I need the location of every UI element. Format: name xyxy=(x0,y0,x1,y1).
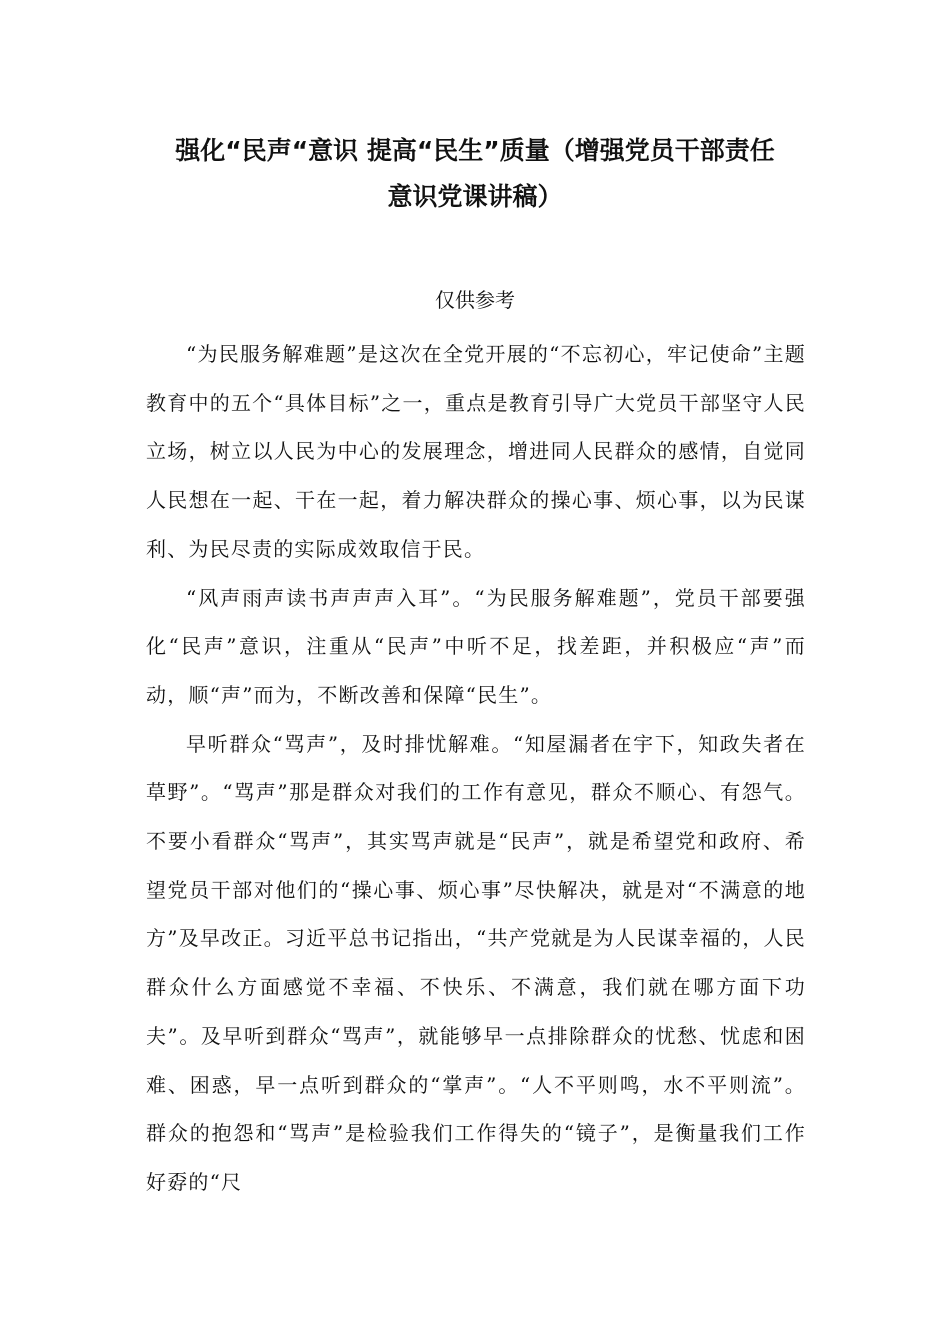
paragraph-1: “为民服务解难题”是这次在全党开展的“不忘初心，牢记使命”主题教育中的五个“具体目标”之一，重点是教育引导广大党员干部坚守人民立场，树立以人民为中心的发展理念，增进同人民群众的感情，自觉同人民想在一起、干在一起，着力解决群众的操心事、烦心事，以为民谋利、为民尽责的实际成效取信于民。 xyxy=(146,342,806,561)
reference-note: 仅供参考 xyxy=(435,288,515,312)
title-line-1: 强化“民声“意识 提高“民生”质量（增强党员干部责任 xyxy=(175,136,775,165)
title-line-2: 意识党课讲稿） xyxy=(387,182,563,211)
paragraph-3: 早听群众“骂声”，及时排忧解难。“知屋漏者在宇下，知政失者在草野”。“骂声”那是群众对我们的工作有意见，群众不顺心、有怨气。不要小看群众“骂声”，其实骂声就是“民声”，就是希望党和政府、希望党员干部对他们的“操心事、烦心事”尽快解决，就是对“不满意的地方”及早改正。习近平总书记指出，“共产党就是为人民谋幸福的，人民群众什么方面感觉不幸福、不快乐、不满意，我们就在哪方面下功夫”。及早听到群众“骂声”，就能够早一点排除群众的忧愁、忧虑和困难、困惑，早一点听到群众的“掌声”。“人不平则鸣，水不平则流”。群众的抱怨和“骂声”是检验我们工作得失的“镜子”，是衡量我们工作好孬的“尺 xyxy=(146,731,806,1194)
document-body xyxy=(146,330,806,1207)
document-title xyxy=(120,128,830,220)
paragraph-2: “风声雨声读书声声声入耳”。“为民服务解难题”，党员干部要强化“民声”意识，注重从“民声”中听不足，找差距，并积极应“声”而动，顺“声”而为，不断改善和保障“民生”。 xyxy=(146,585,806,707)
